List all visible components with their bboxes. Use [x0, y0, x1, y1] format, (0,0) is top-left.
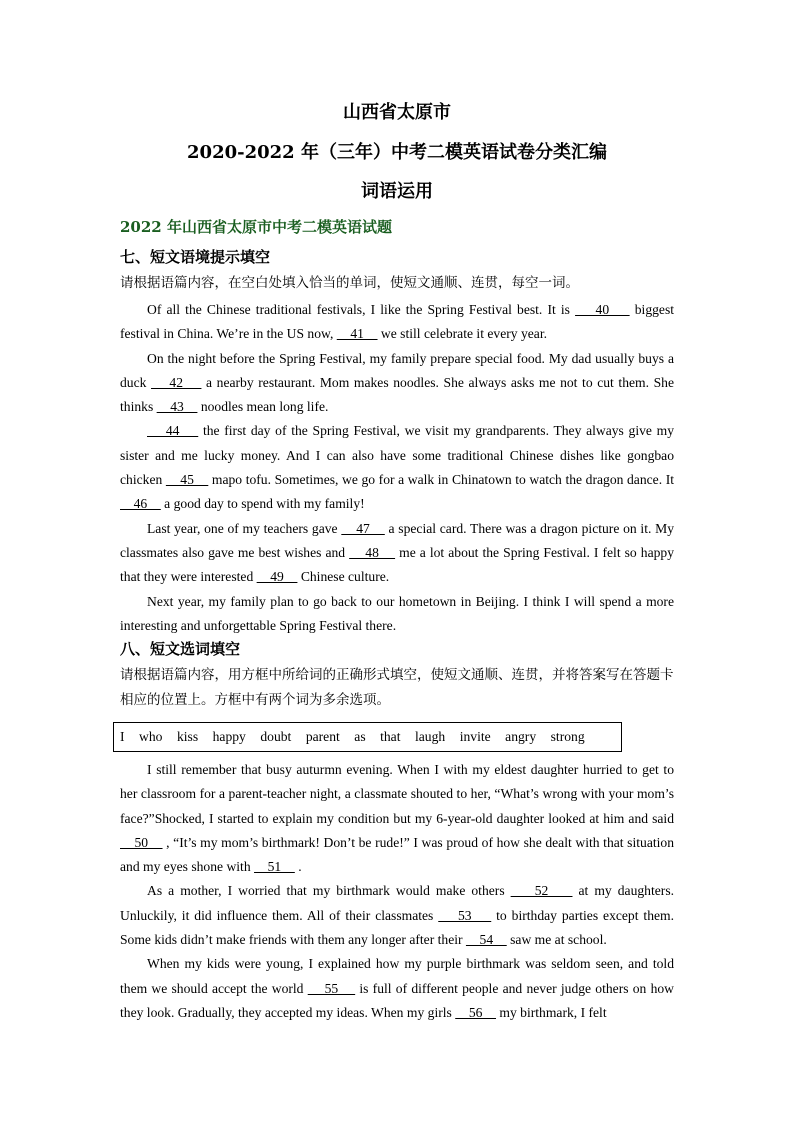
answer-blank: 40: [575, 302, 630, 317]
passage-text: a nearby restaurant. Mom makes noodles. She always asks me not to cut them. She thinks: [120, 374, 674, 415]
word-option: who: [139, 729, 163, 744]
passage-text: to birthday parties except them. Some kids didn’t make friends with them any longer after their: [120, 907, 675, 948]
passage-text: I still remember that busy auturmn evening. When I with my eldest daughter hurried to get to her classroom for a parent-teacher night, a classmate shouted to her, “What’s wrong with your mom’s face?”Shocked, I started to explain my condition but my 6-year-old daughter looked at him and said: [120, 762, 674, 826]
answer-blank: 46: [120, 496, 161, 512]
passage-text: biggest festival in China. We’re in the US now,: [120, 302, 675, 342]
passage-text: As a mother, I worried that my birthmark would make others: [147, 883, 511, 899]
word-option: that: [380, 729, 401, 744]
section-8-heading: 八、短文选词填空: [120, 640, 241, 658]
answer-blank: 56: [455, 1004, 496, 1020]
passage-text: the first day of the Spring Festival, we visit my grandparents. They always give my sister and me lucky money. And I can also have some traditional Chinese dishes like gongbao chicken: [120, 423, 675, 488]
answer-blank: 52: [510, 883, 573, 899]
passage-text: noodles mean long life.: [197, 399, 329, 415]
passage-text: a special card. There was a dragon picture on it. My classmates also gave me best wishes and: [120, 520, 674, 560]
passage-paragraph: [120, 879, 674, 952]
passage-text: saw me at school.: [506, 932, 607, 948]
passage-text: .: [294, 859, 302, 875]
word-option: doubt: [260, 729, 292, 744]
word-option: kiss: [176, 729, 199, 744]
word-option: angry: [505, 729, 537, 744]
passage-paragraph: [120, 758, 674, 879]
word-option: invite: [459, 729, 491, 744]
passage-text: we still celebrate it every year.: [377, 326, 547, 342]
word-option: laugh: [415, 729, 446, 744]
answer-blank: 45: [165, 472, 209, 488]
document-title-collection: 2020-2022 年（三年）中考二模英语试卷分类汇编: [187, 142, 607, 163]
passage-paragraph: [120, 590, 674, 639]
word-option: happy: [212, 729, 246, 744]
document-title-province: 山西省太原市: [343, 102, 451, 123]
passage-paragraph: [120, 298, 674, 347]
exam-title: 2022 年山西省太原市中考二模英语试题: [120, 218, 392, 236]
passage-text: Next year, my family plan to go back to our hometown in Beijing. I think I will spend a more interesting and unforgettable Spring Festival there.: [120, 593, 674, 633]
passage-paragraph: [120, 419, 674, 516]
passage-text: mapo tofu. Sometimes, we go for a walk in Chinatown to watch the dragon dance. It: [208, 472, 675, 488]
word-option: I: [120, 729, 125, 744]
passage-text: a good day to spend with my family!: [160, 496, 365, 512]
word-option: strong: [550, 729, 585, 744]
passage-text: , “It’s my mom’s birthmark! Don’t be rude!” I was proud of how she dealt with that situation and my eyes shone with: [120, 834, 674, 875]
answer-blank: 48: [349, 544, 396, 560]
passage-text: my birthmark, I felt: [496, 1004, 607, 1020]
section-8-instruction: 请根据语篇内容，用方框中所给词的正确形式填空，使短文通顺、连贯，并将答案写在答题卡相应的位置上。方框中有两个词为多余选项。: [120, 667, 674, 708]
word-choice-box: [113, 722, 622, 752]
passage-text: Last year, one of my teachers gave: [147, 520, 342, 536]
section-7-passage: [120, 298, 674, 638]
section-7-instruction: 请根据语篇内容，在空白处填入恰当的单词，使短文通顺、连贯，每空一词。: [120, 275, 579, 291]
answer-blank: 47: [341, 520, 385, 536]
answer-blank: 43: [156, 399, 198, 415]
passage-text: is full of different people and never judge others on how they look. Gradually, they accepted my ideas. When my girls: [120, 980, 674, 1020]
passage-text: me a lot about the Spring Festival. I felt so happy that they were interested: [120, 544, 674, 585]
document-title-topic: 词语运用: [361, 181, 433, 202]
passage-text: at my daughters. Unluckily, it did influence them. All of their classmates: [120, 883, 675, 923]
passage-paragraph: [120, 952, 674, 1025]
word-option: parent: [305, 729, 340, 744]
word-option: as: [354, 729, 366, 744]
section-7-heading: 七、短文语境提示填空: [120, 248, 271, 266]
answer-blank: 50: [120, 834, 163, 850]
section-8-passage: [120, 758, 674, 1025]
passage-paragraph: [120, 517, 674, 590]
answer-blank: 55: [307, 980, 356, 996]
passage-text: When my kids were young, I explained how my purple birthmark was seldom seen, and told them we should accept the world: [120, 956, 674, 996]
answer-blank: 41: [336, 326, 378, 342]
passage-text: On the night before the Spring Festival, my family prepare special food. My dad usually buys a duck: [120, 350, 674, 390]
answer-blank: 53: [438, 907, 492, 923]
answer-blank: 51: [254, 859, 295, 875]
answer-blank: 54: [465, 932, 507, 948]
answer-blank: 42: [151, 374, 202, 390]
answer-blank: 49: [256, 569, 298, 585]
answer-blank: 44: [147, 423, 199, 439]
passage-text: Chinese culture.: [297, 569, 390, 585]
passage-paragraph: [120, 347, 674, 420]
passage-text: Of all the Chinese traditional festivals, I like the Spring Festival best. It is: [147, 302, 576, 317]
